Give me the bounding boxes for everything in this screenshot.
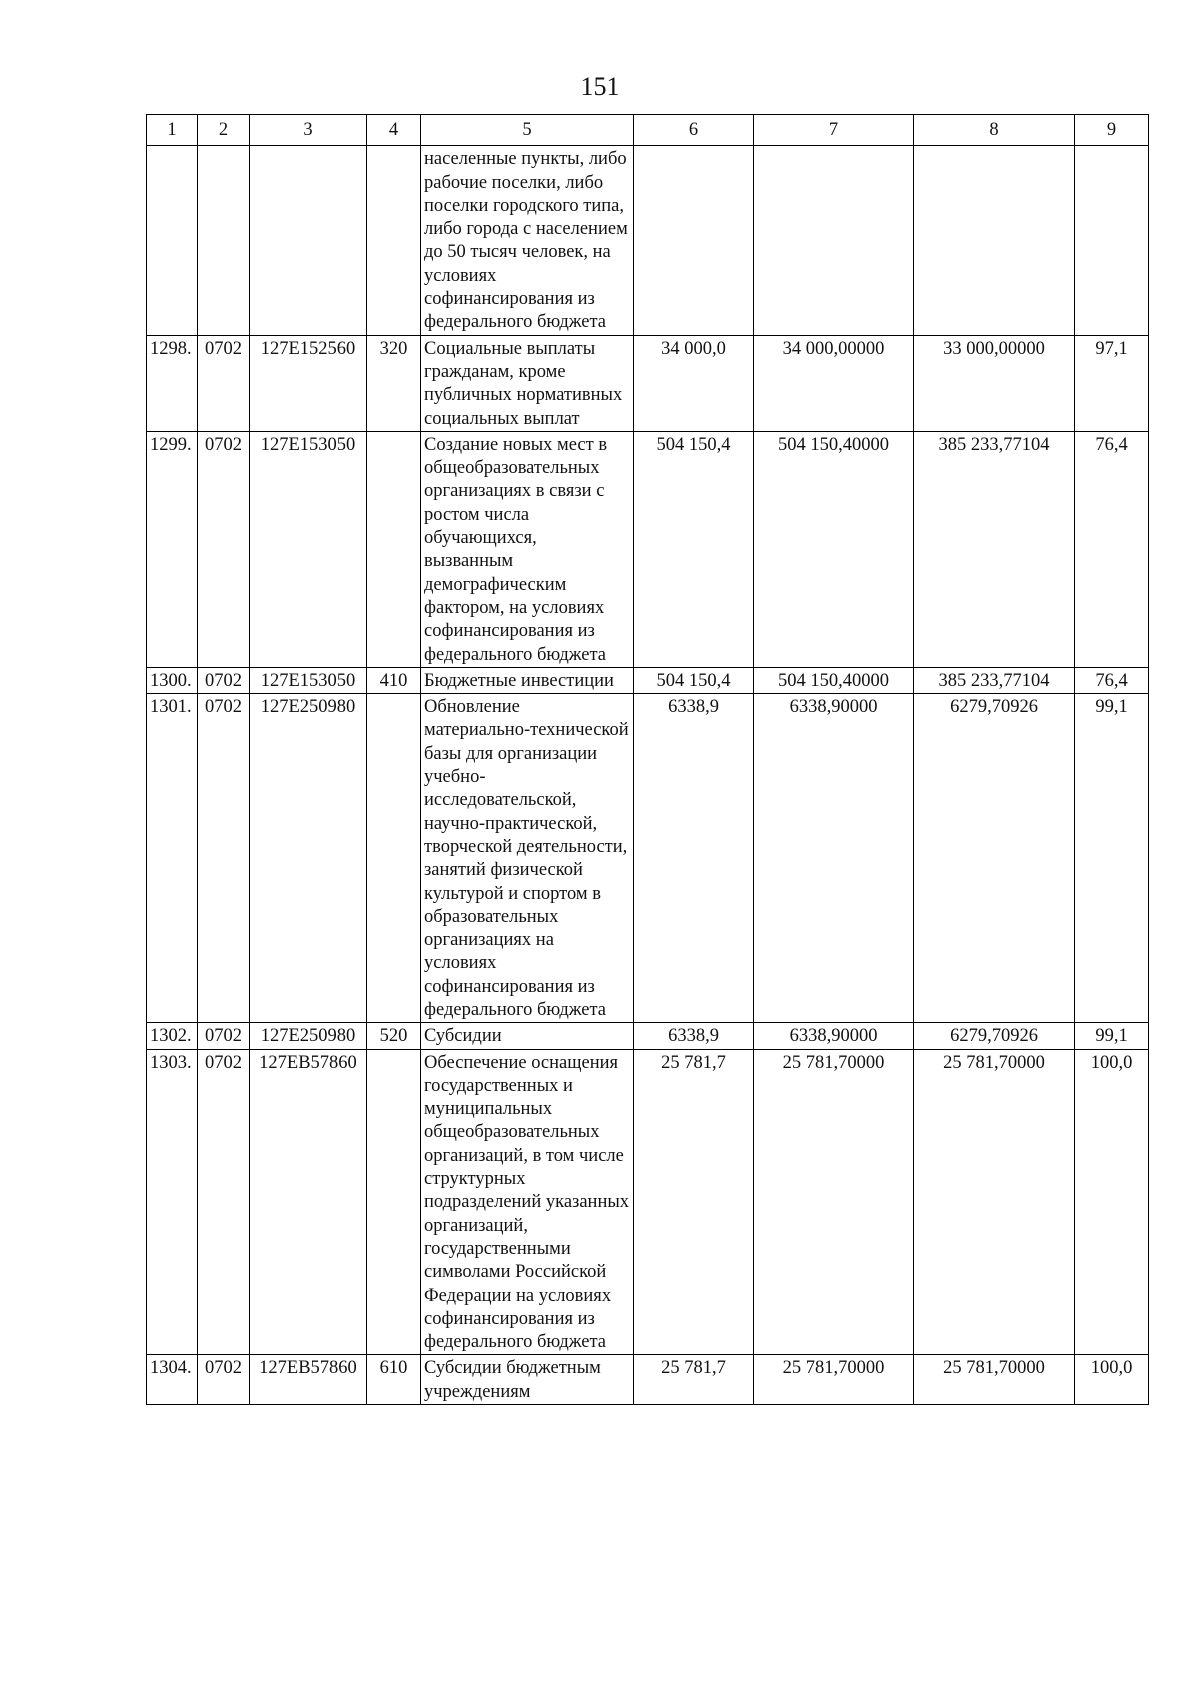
value-col-9: 97,1: [1075, 335, 1149, 431]
header-cell: 2: [198, 115, 250, 146]
table-row: [147, 335, 1149, 431]
value-col-8: [914, 146, 1075, 335]
value-col-7: 504 150,40000: [754, 431, 914, 667]
value-col-6: 6338,9: [634, 1023, 754, 1049]
expense-type-code: 320: [367, 335, 421, 431]
value-col-7: 6338,90000: [754, 1023, 914, 1049]
row-number: 1300.: [147, 667, 198, 693]
value-col-8: 25 781,70000: [914, 1355, 1075, 1405]
value-col-7: 25 781,70000: [754, 1049, 914, 1355]
description: Бюджетные инвестиции: [421, 667, 634, 693]
value-col-7: 34 000,00000: [754, 335, 914, 431]
header-cell: 8: [914, 115, 1075, 146]
description: Социальные выплаты гражданам, кроме публичных нормативных социальных выплат: [421, 335, 634, 431]
table-row: [147, 694, 1149, 1023]
expense-type-code: [367, 431, 421, 667]
expense-type-code: 410: [367, 667, 421, 693]
header-cell: 1: [147, 115, 198, 146]
section-code: 0702: [198, 694, 250, 1023]
description: Создание новых мест в общеобразовательных организациях в связи с ростом числа обучающихся, вызванным демографическим фактором, на условиях софинансирования из федерального бюджета: [421, 431, 634, 667]
description: Субсидии бюджетным учреждениям: [421, 1355, 634, 1405]
value-col-6: 34 000,0: [634, 335, 754, 431]
article-code: 127E250980: [250, 1023, 367, 1049]
value-col-7: 6338,90000: [754, 694, 914, 1023]
table-row: [147, 667, 1149, 693]
article-code: 127EB57860: [250, 1355, 367, 1405]
section-code: 0702: [198, 667, 250, 693]
article-code: 127E153050: [250, 431, 367, 667]
row-number: 1304.: [147, 1355, 198, 1405]
header-cell: 3: [250, 115, 367, 146]
row-number: [147, 146, 198, 335]
expense-type-code: [367, 694, 421, 1023]
description: населенные пункты, либо рабочие поселки, либо поселки городского типа, либо города с населением до 50 тысяч человек, на условиях софинансирования из федерального бюджета: [421, 146, 634, 335]
value-col-9: 100,0: [1075, 1049, 1149, 1355]
table-header: [147, 115, 1149, 146]
section-code: 0702: [198, 431, 250, 667]
section-code: 0702: [198, 1355, 250, 1405]
article-code: 127E152560: [250, 335, 367, 431]
expense-type-code: [367, 1049, 421, 1355]
table-row: [147, 1355, 1149, 1405]
expense-type-code: 610: [367, 1355, 421, 1405]
table-body: [147, 146, 1149, 1405]
value-col-9: 100,0: [1075, 1355, 1149, 1405]
header-row: [147, 115, 1149, 146]
value-col-8: 6279,70926: [914, 1023, 1075, 1049]
value-col-8: 385 233,77104: [914, 431, 1075, 667]
continuation-row: [147, 146, 1149, 335]
value-col-6: 504 150,4: [634, 431, 754, 667]
value-col-9: 99,1: [1075, 694, 1149, 1023]
description: Обеспечение оснащения государственных и муниципальных общеобразовательных организаций, в том числе структурных подразделений указанных организаций, государственными символами Российской Федерации на условиях софинансирования из федерального бюджета: [421, 1049, 634, 1355]
article-code: 127E250980: [250, 694, 367, 1023]
value-col-8: 6279,70926: [914, 694, 1075, 1023]
row-number: 1303.: [147, 1049, 198, 1355]
row-number: 1298.: [147, 335, 198, 431]
expense-type-code: 520: [367, 1023, 421, 1049]
header-cell: 6: [634, 115, 754, 146]
table-row: [147, 1049, 1149, 1355]
value-col-6: 6338,9: [634, 694, 754, 1023]
value-col-9: 76,4: [1075, 667, 1149, 693]
value-col-8: 385 233,77104: [914, 667, 1075, 693]
section-code: 0702: [198, 1049, 250, 1355]
header-cell: 7: [754, 115, 914, 146]
value-col-9: [1075, 146, 1149, 335]
expense-type-code: [367, 146, 421, 335]
article-code: 127EB57860: [250, 1049, 367, 1355]
description: Субсидии: [421, 1023, 634, 1049]
header-cell: 9: [1075, 115, 1149, 146]
value-col-6: 25 781,7: [634, 1355, 754, 1405]
description: Обновление материально-технической базы для организации учебно-исследовательской, научно-практической, творческой деятельности, занятий физической культурой и спортом в образовательных организациях на условиях софинансирования из федерального бюджета: [421, 694, 634, 1023]
value-col-6: 504 150,4: [634, 667, 754, 693]
value-col-9: 99,1: [1075, 1023, 1149, 1049]
row-number: 1299.: [147, 431, 198, 667]
section-code: [198, 146, 250, 335]
value-col-6: 25 781,7: [634, 1049, 754, 1355]
section-code: 0702: [198, 335, 250, 431]
header-cell: 4: [367, 115, 421, 146]
page-number: 151: [580, 72, 620, 101]
value-col-7: [754, 146, 914, 335]
value-col-8: 33 000,00000: [914, 335, 1075, 431]
value-col-8: 25 781,70000: [914, 1049, 1075, 1355]
section-code: 0702: [198, 1023, 250, 1049]
row-number: 1301.: [147, 694, 198, 1023]
table-row: [147, 431, 1149, 667]
budget-table: [146, 114, 1149, 1405]
row-number: 1302.: [147, 1023, 198, 1049]
article-code: [250, 146, 367, 335]
value-col-9: 76,4: [1075, 431, 1149, 667]
value-col-7: 25 781,70000: [754, 1355, 914, 1405]
header-cell: 5: [421, 115, 634, 146]
article-code: 127E153050: [250, 667, 367, 693]
value-col-7: 504 150,40000: [754, 667, 914, 693]
value-col-6: [634, 146, 754, 335]
table-row: [147, 1023, 1149, 1049]
